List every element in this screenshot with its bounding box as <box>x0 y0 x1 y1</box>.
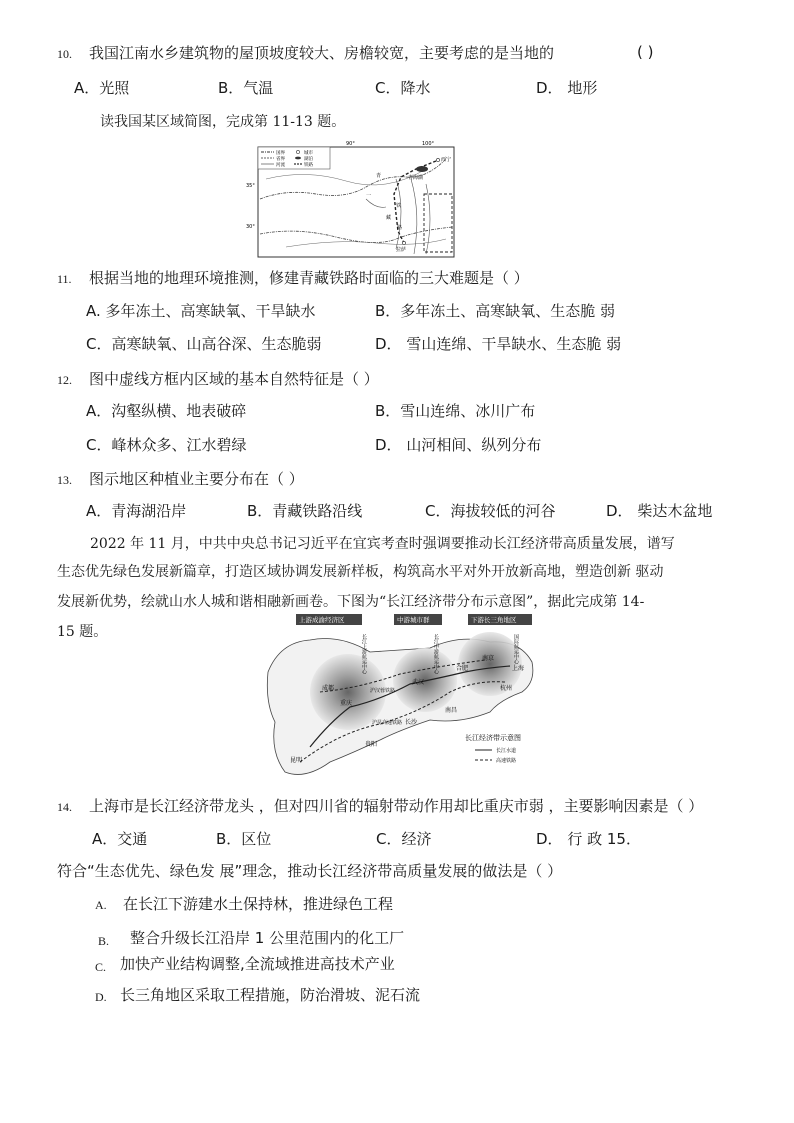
yangtze-economic-belt-map <box>260 612 540 782</box>
question-stem: 我国江南水乡建筑物的屋顶坡度较大、房檐较宽，主要考虑的是当地的 <box>89 44 555 62</box>
longitude-label: 100° <box>422 141 435 147</box>
option-letter: D. <box>95 990 107 1004</box>
city-label: 重庆 <box>340 700 353 707</box>
railway-label: 路 <box>397 225 403 231</box>
port-label: 长江中游航运中心 <box>433 634 439 674</box>
question-stem: 图示地区种植业主要分布在（ ） <box>89 470 304 488</box>
region-tag: 上游成渝经济区 <box>299 616 345 624</box>
option-d: D． 雪山连绵、干旱缺水、生态脆 弱 <box>375 335 622 353</box>
question-number: 12. <box>57 373 72 387</box>
question-stem: 图中虚线方框内区域的基本自然特征是（ ） <box>89 370 379 388</box>
option-c: C．高寒缺氧、山高谷深、生态脆弱 <box>86 335 322 353</box>
city-label: 杭州 <box>500 685 513 692</box>
port-label: 国际航运中心 <box>513 634 519 664</box>
map-figure <box>246 139 466 259</box>
longitude-label: 90° <box>346 141 355 147</box>
railway-label: 沪汉蓉铁路 <box>370 688 396 694</box>
option-b: B．气温 <box>218 79 274 97</box>
option-letter: A. <box>95 898 107 912</box>
railway-label: 沪昆高速铁路 <box>372 720 403 726</box>
city-label: 武汉 <box>412 679 425 686</box>
legend-label: 国界 <box>276 151 285 156</box>
option-a: A．交通 <box>92 830 148 848</box>
option-d: D． 山河相间、纵列分布 <box>375 436 542 454</box>
option-b: 整合升级长江沿岸 1 公里范围内的化工厂 <box>130 929 405 947</box>
railway-label: 铁 <box>396 203 402 209</box>
passage-line: 发展新优势，绘就山水人城和谐相融新画卷。下图为“长江经济带分布示意图”，据此完成第 14- <box>57 594 645 610</box>
city-label: 昆明 <box>290 757 303 764</box>
city-label: 西宁 <box>441 157 452 163</box>
option-c: C．海拔较低的河谷 <box>425 502 556 520</box>
legend-title: 长江经济带示意图 <box>465 734 521 742</box>
answer-paren: ( ) <box>637 43 654 61</box>
city-label: 南京 <box>482 655 495 662</box>
option-a: A．光照 <box>74 79 130 97</box>
option-a: A．青海湖沿岸 <box>86 502 187 520</box>
latitude-label: 35° <box>246 183 255 189</box>
option-letter: B. <box>98 934 110 948</box>
option-d: D． 地形 <box>536 79 598 97</box>
passage-line: 2022 年 11 月，中共中央总书记习近平在宜宾考查时强调要推动长江经济带高质量发展，谱写 <box>90 536 675 552</box>
option-b: B．雪山连绵、冰川广布 <box>375 402 536 420</box>
option-letter: C. <box>95 960 107 974</box>
region-label: 一 <box>366 193 372 199</box>
option-a: A．沟壑纵横、地表破碎 <box>86 402 247 420</box>
city-label: 南昌 <box>445 707 458 714</box>
question-number: 11. <box>57 272 72 286</box>
region-label: 藏 <box>386 215 392 221</box>
lake-label: 青海湖 <box>408 175 424 181</box>
city-label: 成都 <box>322 685 335 692</box>
option-b: B．多年冻土、高寒缺氧、生态脆 弱 <box>375 302 616 320</box>
legend-label: 湖泊 <box>304 157 313 162</box>
option-d: D． 行 政 15． <box>536 830 641 848</box>
question-number: 14. <box>57 800 72 814</box>
legend-label: 高速铁路 <box>496 758 517 764</box>
option-b: B．区位 <box>216 830 272 848</box>
option-c: C．峰林众多、江水碧绿 <box>86 436 247 454</box>
option-a: 在长江下游建水土保持林，推进绿色工程 <box>123 895 394 913</box>
qinghai-tibet-map <box>246 139 466 259</box>
option-c: C．经济 <box>376 830 432 848</box>
legend-label: 省界 <box>276 157 285 162</box>
city-label: 上海 <box>512 665 525 672</box>
port-label: 长江上游航运中心 <box>361 634 367 674</box>
region-label: 青 <box>376 173 382 179</box>
passage-line: 15 题。 <box>57 624 108 640</box>
question-stem: 符合“生态优先、绿色发 展”理念，推动长江经济带高质量发展的做法是（ ） <box>57 862 563 880</box>
option-c: 加快产业结构调整,全流域推进高技术产业 <box>120 955 395 973</box>
legend-label: 铁路 <box>304 163 313 168</box>
city-label: 合肥 <box>456 665 469 672</box>
latitude-label: 30° <box>246 224 255 230</box>
option-d: 长三角地区采取工程措施，防治滑坡、泥石流 <box>120 986 421 1004</box>
region-tag: 中游城市群 <box>397 616 430 624</box>
map-intro: 读我国某区域简图，完成第 11-13 题。 <box>100 114 346 130</box>
question-stem: 上海市是长江经济带龙头 ，但对四川省的辐射带动作用却比重庆市弱 ，主要影响因素是（ ） <box>89 797 704 815</box>
option-a: A. 多年冻土、高寒缺氧、干旱缺水 <box>86 302 316 320</box>
region-tag: 下游长三角地区 <box>471 616 517 624</box>
legend-label: 长江水道 <box>496 748 517 754</box>
city-label: 长沙 <box>405 719 418 726</box>
city-label: 拉萨 <box>396 247 407 253</box>
question-stem: 根据当地的地理环境推测，修建青藏铁路时面临的三大难题是（ ） <box>89 269 529 287</box>
question-number: 10. <box>57 47 72 61</box>
option-c: C．降水 <box>375 79 431 97</box>
passage-line: 生态优先绿色发展新篇章，打造区域协调发展新样板，构筑高水平对外开放新高地，塑造创新 驱动 <box>57 564 664 580</box>
legend-label: 河流 <box>276 163 285 168</box>
map-figure <box>260 612 540 782</box>
question-number: 13. <box>57 473 72 487</box>
option-d: D． 柴达木盆地 <box>606 502 713 520</box>
option-b: B．青藏铁路沿线 <box>247 502 363 520</box>
city-label: 贵阳 <box>365 741 378 748</box>
legend-label: 城市 <box>304 151 313 156</box>
